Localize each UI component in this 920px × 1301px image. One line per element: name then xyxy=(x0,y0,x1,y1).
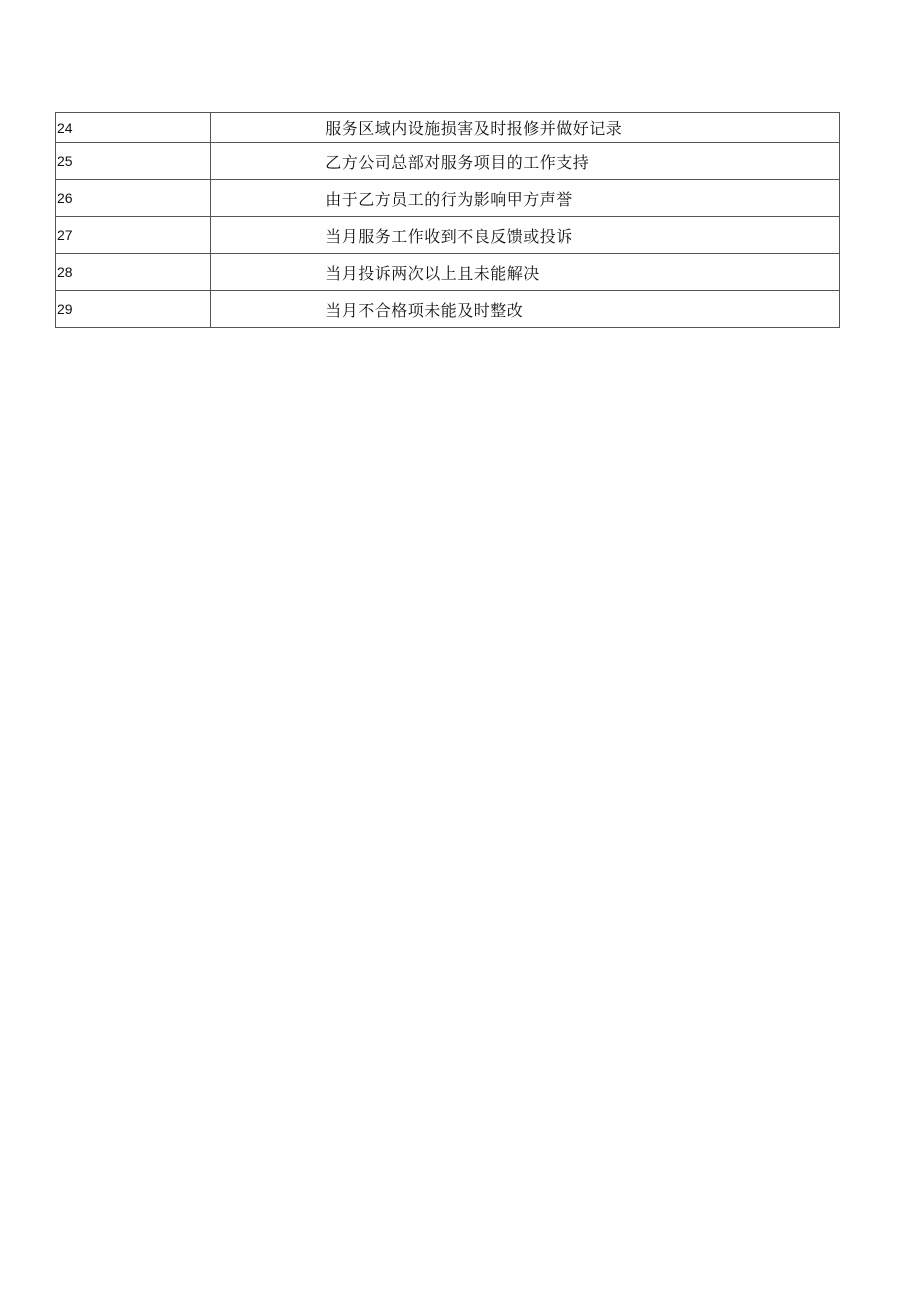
row-number: 24 xyxy=(56,113,211,143)
row-item-text: 当月不合格项未能及时整改 xyxy=(211,291,840,328)
row-item-text: 由于乙方员工的行为影响甲方声誉 xyxy=(211,180,840,217)
row-number: 27 xyxy=(56,217,211,254)
table-row xyxy=(56,254,840,291)
evaluation-table xyxy=(55,112,840,328)
row-item-text: 当月投诉两次以上且未能解决 xyxy=(211,254,840,291)
row-item-text: 当月服务工作收到不良反馈或投诉 xyxy=(211,217,840,254)
table-row xyxy=(56,143,840,180)
table-row xyxy=(56,113,840,143)
table-row xyxy=(56,217,840,254)
row-item-text: 服务区域内设施损害及时报修并做好记录 xyxy=(211,113,840,143)
row-number: 25 xyxy=(56,143,211,180)
table-row xyxy=(56,291,840,328)
row-item-text: 乙方公司总部对服务项目的工作支持 xyxy=(211,143,840,180)
row-number: 26 xyxy=(56,180,211,217)
row-number: 28 xyxy=(56,254,211,291)
table-row xyxy=(56,180,840,217)
row-number: 29 xyxy=(56,291,211,328)
